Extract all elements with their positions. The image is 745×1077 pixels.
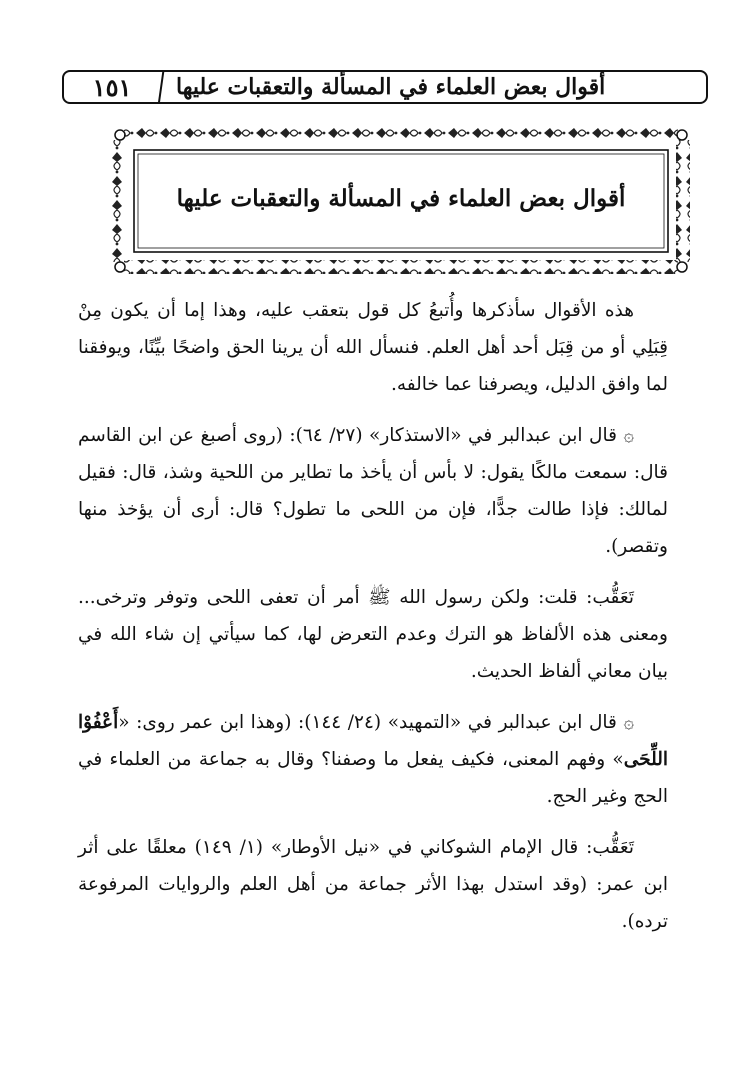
paragraph-quote-tamheed xyxy=(78,704,668,815)
rebuttal-label: تَعَقُّب: xyxy=(586,587,634,608)
paragraph-intro xyxy=(78,292,668,403)
hadith-phrase: أَعْفُوْا اللِّحَى xyxy=(78,712,668,770)
paragraph-text: قال ابن عبدالبر في «الاستذكار» (٢٧/ ٦٤): (روى أصبغ عن ابن القاسم قال: سمعت مالكًا يقول: لا بأس أن يأخذ ما تطاير من اللحية وشذ، قال: فقيل لمالك: فإذا طالت جدًّا، فإن من اللحى ما تطول؟ قال: أرى أن يؤخذ منها وتقصر). xyxy=(78,425,668,557)
paragraph-text-continued: » وفهم المعنى، فكيف يفعل ما وصفنا؟ وقال به جماعة من العلماء في الحج وغير الحج. xyxy=(78,749,668,807)
rebuttal-label: تَعَقُّب: xyxy=(586,837,634,858)
page-number: ١٥١ xyxy=(92,72,132,102)
section-title: أقوال بعض العلماء في المسألة والتعقبات عليها xyxy=(176,184,626,212)
paragraph-quote-istidhkar xyxy=(78,417,668,565)
running-header xyxy=(62,70,708,104)
star-ornament-icon: ۞ xyxy=(623,712,634,733)
body-text xyxy=(78,292,668,954)
paragraph-text: قال ابن عبدالبر في «التمهيد» (٢٤/ ١٤٤): (وهذا ابن عمر روى: « xyxy=(118,712,617,733)
paragraph-text: هذه الأقوال سأذكرها وأُتبعُ كل قول بتعقب عليه، وهذا إما أن يكون مِنْ قِبَلِي أو من قِبَل أحد أهل العلم. فنسأل الله أن يرينا الحق واضحًا بيِّنًا، ويوفقنا لما وافق الدليل، ويصرفنا عما خالفه. xyxy=(78,300,668,395)
ornamental-title-frame xyxy=(110,126,692,276)
paragraph-rebuttal-2 xyxy=(78,829,668,940)
paragraph-text: قلت: ولكن رسول الله ﷺ أمر أن تعفى اللحى وتوفر وترخى... ومعنى هذه الألفاظ هو الترك وعدم التعرض لها، كما سيأتي إن شاء الله في بيان معاني ألفاظ الحديث. xyxy=(78,587,668,682)
paragraph-text: قال الإمام الشوكاني في «نيل الأوطار» (١/ ١٤٩) معلقًا على أثر ابن عمر: (وقد استدل بهذا الأثر جماعة من أهل العلم والروايات المرفوعة ترده). xyxy=(78,837,668,932)
star-ornament-icon: ۞ xyxy=(623,425,634,446)
running-title: أقوال بعض العلماء في المسألة والتعقبات عليها xyxy=(176,74,606,100)
paragraph-rebuttal-1 xyxy=(78,579,668,690)
